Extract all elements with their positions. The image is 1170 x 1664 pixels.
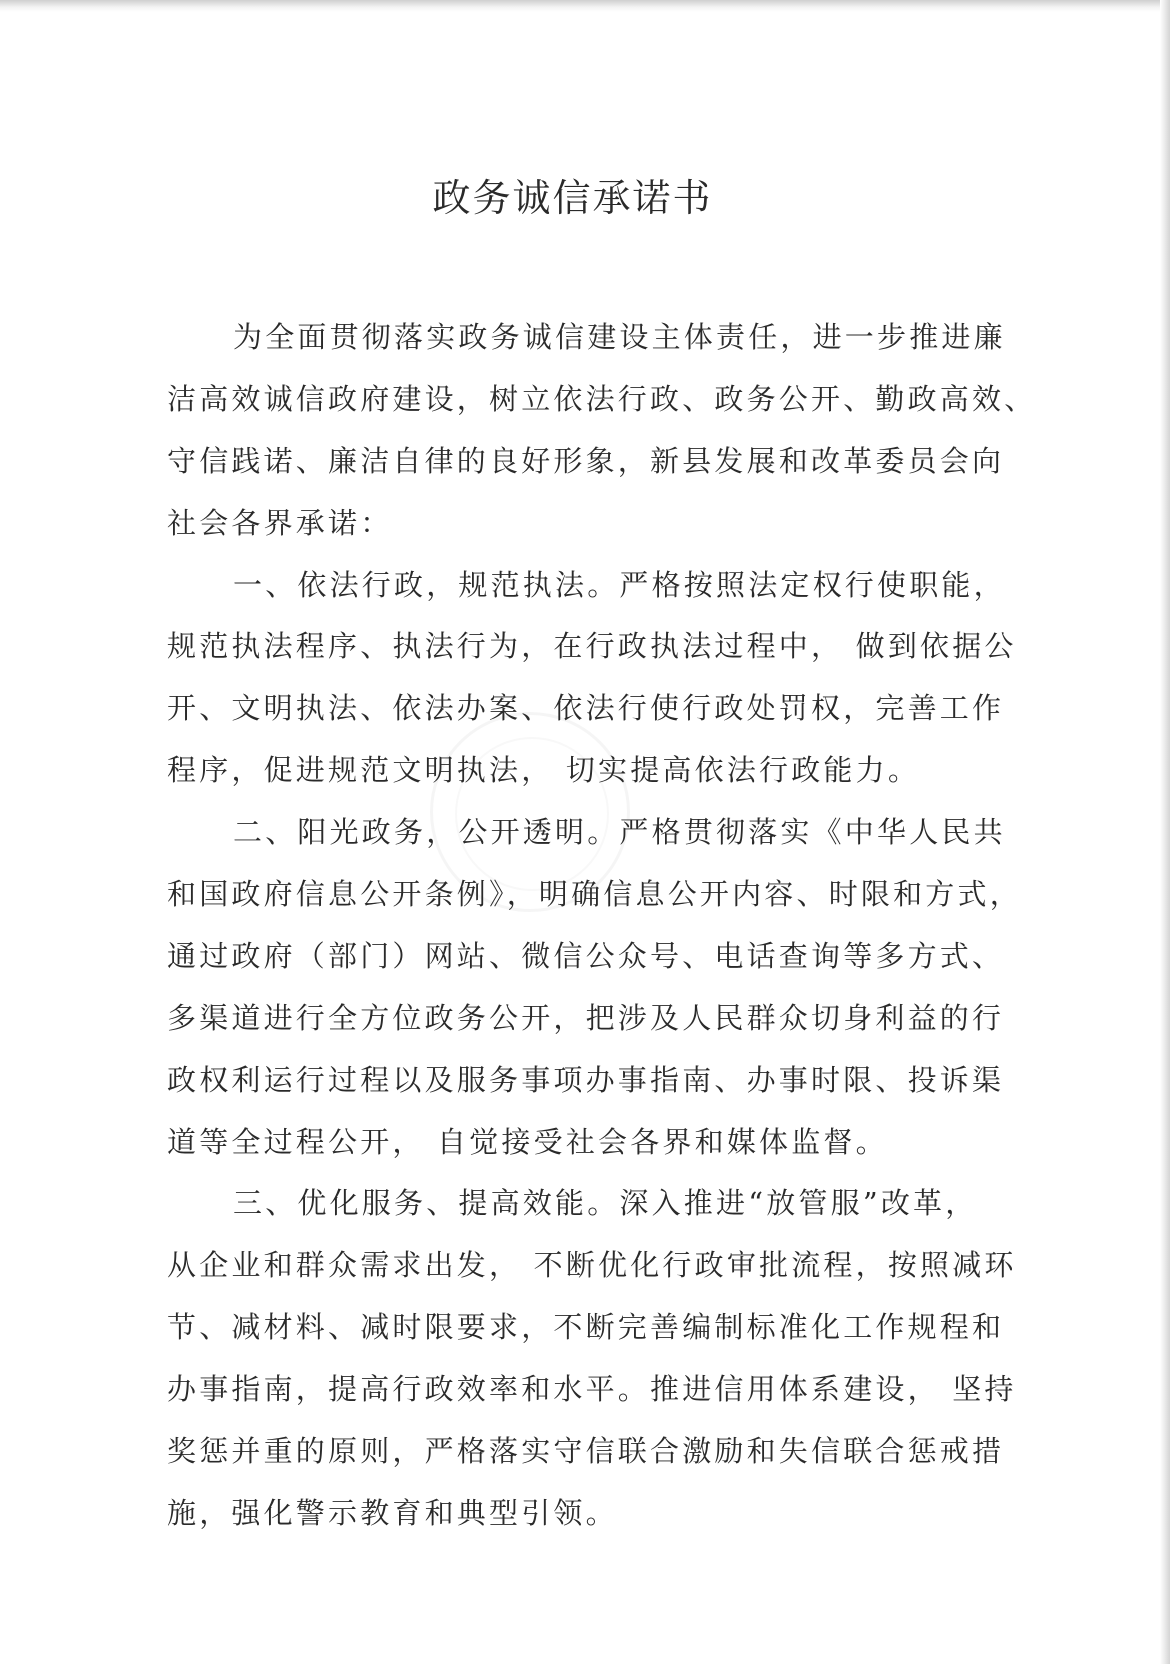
document-body [167, 315, 1037, 1553]
paragraph-line: 二、阳光政务，公开透明。严格贯彻落实《中华人民共 [233, 815, 1006, 850]
paragraph-line: 一、依法行政，规范执法。严格按照法定权行使职能， [233, 567, 1006, 602]
paragraph-line: 为全面贯彻落实政务诚信建设主体责任，进一步推进廉 [233, 320, 1006, 354]
paragraph-line: 办事指南，提高行政效率和水平。推进信用体系建设， 坚持 [167, 1372, 1017, 1407]
paragraph-line: 政权利运行过程以及服务事项办事指南、办事时限、投诉渠 [167, 1062, 1005, 1097]
paragraph-line: 通过政府（部门）网站、微信公众号、电话查询等多方式、 [167, 938, 1005, 973]
paragraph-line: 开、文明执法、依法办案、依法行使行政处罚权，完善工作 [167, 691, 1005, 726]
paragraph-line: 节、减材料、减时限要求，不断完善编制标准化工作规程和 [167, 1310, 1005, 1345]
paragraph-line: 多渠道进行全方位政务公开，把涉及人民群众切身利益的行 [167, 1000, 1005, 1035]
paragraph-line: 奖惩并重的原则，严格落实守信联合激励和失信联合惩戒措 [167, 1434, 1005, 1469]
paragraph-line: 社会各界承诺： [167, 505, 393, 540]
paragraph-line: 和国政府信息公开条例》，明确信息公开内容、时限和方式， [167, 877, 1022, 912]
paragraph-line: 施，强化警示教育和典型引领。 [167, 1495, 618, 1530]
paragraph-line: 洁高效诚信政府建设，树立依法行政、政务公开、勤政高效、 [167, 381, 1037, 416]
page-right-edge [1160, 0, 1170, 1664]
page-top-edge [0, 0, 1170, 12]
paragraph-line: 守信践诺、廉洁自律的良好形象，新县发展和改革委员会向 [167, 443, 1005, 478]
paragraph-line: 从企业和群众需求出发， 不断优化行政审批流程，按照减环 [167, 1248, 1017, 1283]
document-page [0, 12, 1160, 1664]
paragraph-line: 程序，促进规范文明执法， 切实提高依法行政能力。 [167, 753, 921, 788]
document-title: 政务诚信承诺书 [432, 176, 713, 220]
paragraph-line: 三、优化服务、提高效能。深入推进“放管服”改革， [233, 1186, 978, 1221]
paragraph-line: 道等全过程公开， 自觉接受社会各界和媒体监督。 [167, 1124, 888, 1159]
paragraph-line: 规范执法程序、执法行为，在行政执法过程中， 做到依据公 [167, 629, 1017, 664]
